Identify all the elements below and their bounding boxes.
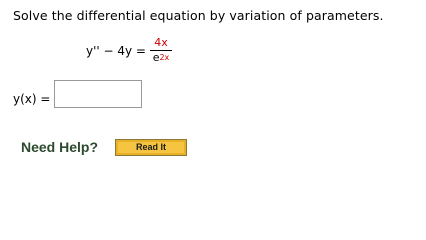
equation-fraction bbox=[150, 37, 172, 65]
read-it-button[interactable]: Read It bbox=[115, 139, 187, 156]
fraction-numerator: 4x bbox=[154, 36, 168, 49]
question-text: Solve the differential equation by variation of parameters. bbox=[13, 8, 384, 23]
answer-label: y(x) = bbox=[13, 92, 51, 106]
equation-lhs: y'' − 4y = bbox=[86, 44, 146, 58]
denominator-exponent: 2x bbox=[159, 53, 170, 62]
need-help-label: Need Help? bbox=[21, 139, 99, 155]
fraction-denominator bbox=[150, 52, 172, 65]
denominator-base: e bbox=[152, 51, 160, 64]
differential-equation bbox=[86, 36, 196, 72]
answer-input[interactable] bbox=[54, 80, 142, 108]
